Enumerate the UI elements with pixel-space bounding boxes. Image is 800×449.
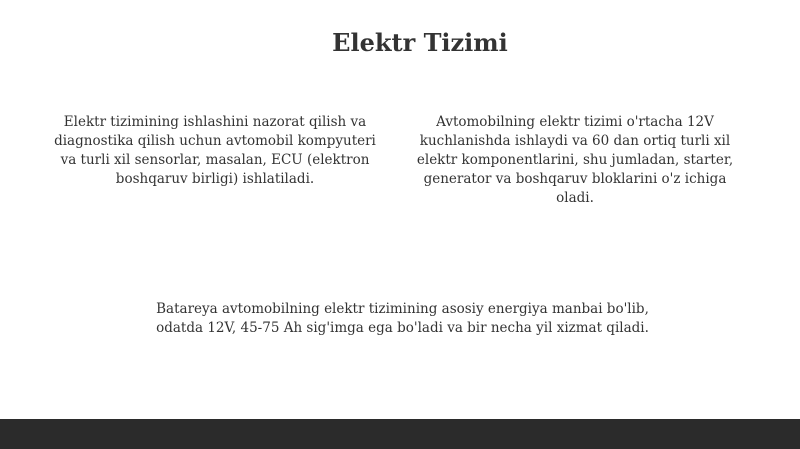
- paragraph-ecu-diagnostics: Elektr tizimining ishlashini nazorat qilish va diagnostika qilish uchun avtomobil kompyuteri va turli xil sensorlar, masalan, ECU (elektron boshqaruv birligi) ishlatiladi.: [54, 114, 376, 187]
- paragraph-electrical-system: Avtomobilning elektr tizimi o'rtacha 12V kuchlanishda ishlaydi va 60 dan ortiq turli xil elektr komponentlarini, shu jumladan, starter, generator va boshqaruv bloklarini o'z ichiga oladi.: [416, 114, 734, 206]
- paragraph-battery: Batareya avtomobilning elektr tizimining asosiy energiya manbai bo'lib, odatda 12V, 45-75 Ah sig'imga ega bo'ladi va bir necha yil xizmat qiladi.: [156, 301, 649, 336]
- footer-bar: [0, 419, 800, 449]
- slide-title: Elektr Tizimi: [332, 28, 508, 57]
